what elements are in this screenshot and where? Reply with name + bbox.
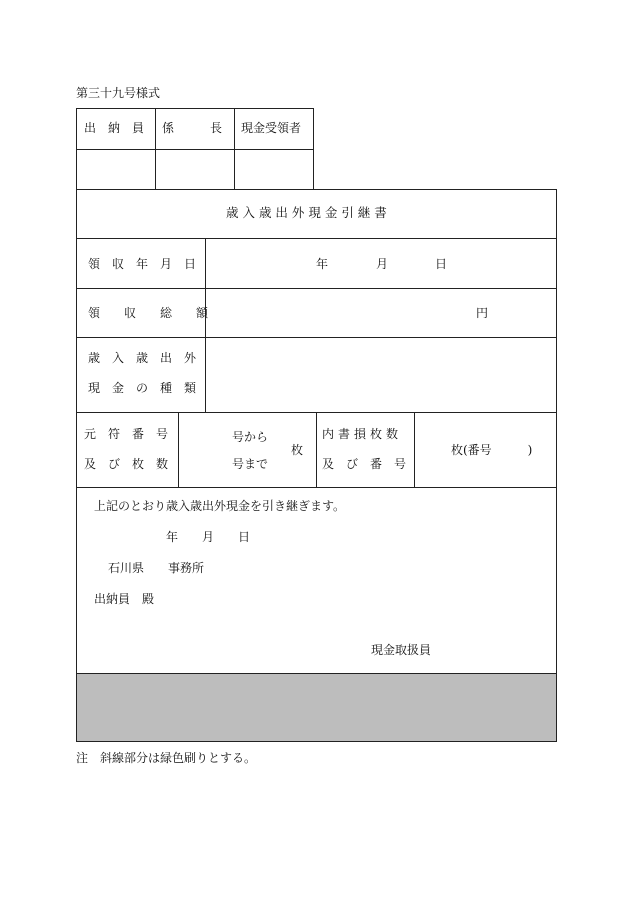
office-name: 石川県 事務所: [108, 561, 205, 575]
signer-label: 現金取扱員: [371, 643, 432, 657]
voucher-range-from: 号から: [232, 430, 269, 444]
voucher-col-divider-2: [316, 412, 317, 487]
original-voucher-label-line1: 元 符 番 号: [84, 427, 169, 441]
total-amount-unit: 円: [476, 306, 489, 320]
voucher-sheet-unit: 枚: [291, 443, 304, 457]
damaged-count-label-line2: 及 び 番 号: [322, 457, 407, 471]
receipt-date-month: 月: [376, 257, 389, 271]
approval-stamp-cell-cash-receiver[interactable]: [235, 150, 313, 189]
voucher-range-field[interactable]: [179, 413, 315, 486]
approval-header-chief: 係 長: [162, 121, 223, 135]
approval-stamp-cell-treasurer[interactable]: [77, 150, 154, 189]
approval-stamp-cell-chief[interactable]: [156, 150, 233, 189]
statement-date: 年 月 日: [166, 530, 251, 544]
form-number: 第三十九号様式: [76, 86, 161, 100]
total-amount-label: 領 収 総 額: [88, 306, 209, 320]
recipient-line: 出納員 殿: [94, 592, 155, 606]
form-title: 歳 入 歳 出 外 現 金 引 継 書: [226, 205, 387, 220]
approval-header-treasurer: 出 納 員: [84, 121, 145, 135]
receipt-date-field[interactable]: [206, 239, 556, 288]
statement-text: 上記のとおり歳入歳出外現金を引き継ぎます。: [94, 499, 346, 513]
row-divider-voucher: [76, 487, 557, 488]
original-voucher-label-line2: 及 び 枚 数: [84, 457, 169, 471]
footnote: 注 斜線部分は緑色刷りとする。: [76, 751, 257, 765]
shaded-area: [77, 674, 556, 741]
damaged-count-value: 枚(番号 ): [451, 443, 533, 457]
total-amount-field[interactable]: [206, 289, 556, 337]
approval-header-cash-receiver: 現金受領者: [241, 121, 302, 135]
damaged-count-field[interactable]: [415, 413, 556, 486]
receipt-date-label: 領 収 年 月 日: [88, 257, 197, 271]
cash-type-label-line2: 現 金 の 種 類: [88, 381, 197, 395]
voucher-range-to: 号まで: [232, 457, 269, 471]
receipt-date-year: 年: [316, 257, 329, 271]
receipt-date-day: 日: [435, 257, 448, 271]
cash-type-field[interactable]: [206, 338, 556, 412]
cash-type-label-line1: 歳 入 歳 出 外: [88, 351, 197, 365]
damaged-count-label-line1: 内書損枚数: [322, 427, 403, 441]
